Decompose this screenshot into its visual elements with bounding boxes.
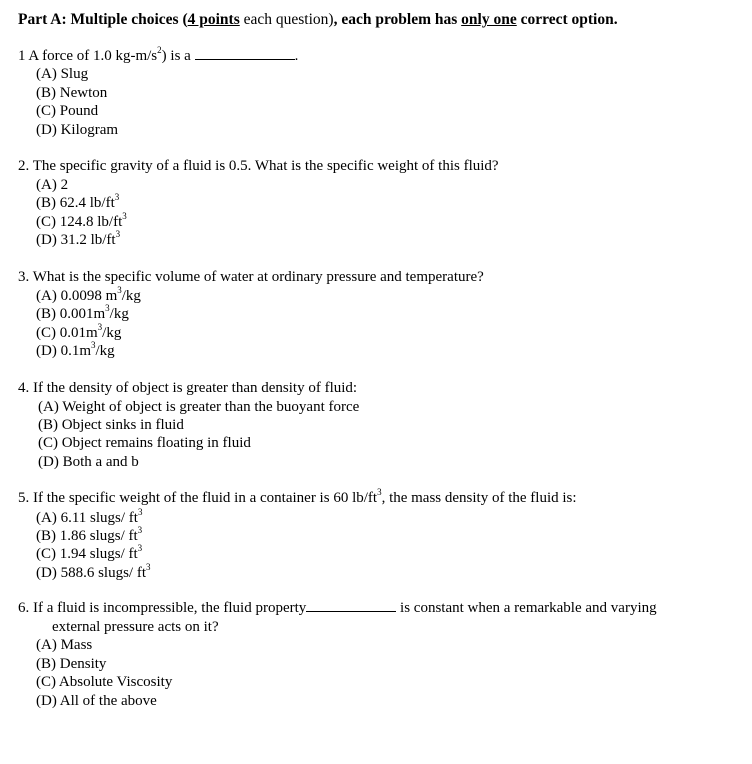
question-6-option-d: (D) All of the above [36,693,157,709]
question-6-option-b: (B) Density [36,656,107,672]
header-part: Part A: Multiple choices ( [18,11,188,28]
question-5-option-b: (B) 1.86 slugs/ $ft^3$ [36,525,143,544]
question-5-option-c: (C) 1.94 slugs/ $ft^3$ [36,543,143,562]
question-3-option-a: (A) 0.0098 $m^3/kg$ [36,285,141,304]
header-only-one: only one [461,11,517,28]
question-2-option-c: (C) 124.8 $lb/ft^3$ [36,211,127,230]
question-5-option-d: (D) 588.6 slugs/ $ft^3$ [36,562,151,581]
part-a-header [18,11,618,29]
question-3-option-c: (C) $0.01m^3/kg$ [36,322,122,341]
header-has: , each problem has [333,11,462,28]
question-2-option-d: (D) 31.2 $lb/ft^3$ [36,229,121,248]
question-6-stem-continued: external pressure acts on it? [52,619,219,635]
question-4-option-c: (C) Object remains floating in fluid [38,435,251,451]
question-3-stem: 3. What is the specific volume of water at ordinary pressure and temperature? [18,269,484,285]
question-6-blank [306,599,396,612]
header-points: 4 points [187,11,240,28]
question-5-stem: 5. If the specific weight of the fluid in a container is 60 $lb/ft^3$, the mass density of the fluid is: [18,487,577,506]
question-4-stem: 4. If the density of object is greater than density of fluid: [18,380,358,396]
question-2-stem: 2. The specific gravity of a fluid is 0.5. What is the specific weight of this fluid? [18,158,499,174]
question-5-option-a: (A) 6.11 slugs/ $ft^3$ [36,507,143,526]
question-3-option-b: (B) $0.001m^3/kg$ [36,303,129,322]
question-2-option-b: (B) 62.4 $lb/ft^3$ [36,192,120,211]
question-1-blank [195,47,295,60]
header-tail: correct option. [516,11,618,28]
question-1-option-b: (B) Newton [36,85,108,101]
question-1-option-d: (D) Kilogram [36,122,119,138]
header-each-question: each question) [239,11,334,28]
question-4-option-d: (D) Both a and b [38,454,139,470]
question-3-option-d: (D) $0.1m^3/kg$ [36,340,115,359]
question-6-option-a: (A) Mass [36,637,93,653]
question-6-option-c: (C) Absolute Viscosity [36,674,173,690]
question-1-option-c: (C) Pound [36,103,99,119]
question-2-option-a: (A) 2 [36,177,69,193]
question-4-option-b: (B) Object sinks in fluid [38,417,184,433]
question-1-stem: 1 A force of 1.0 $kg-m/s^2$) is a . [18,45,299,64]
question-6-stem: 6. If a fluid is incompressible, the fluid property is constant when a remarkable and varying [18,600,657,616]
question-4-option-a: (A) Weight of object is greater than the buoyant force [38,399,360,415]
question-1-option-a: (A) Slug [36,66,89,82]
